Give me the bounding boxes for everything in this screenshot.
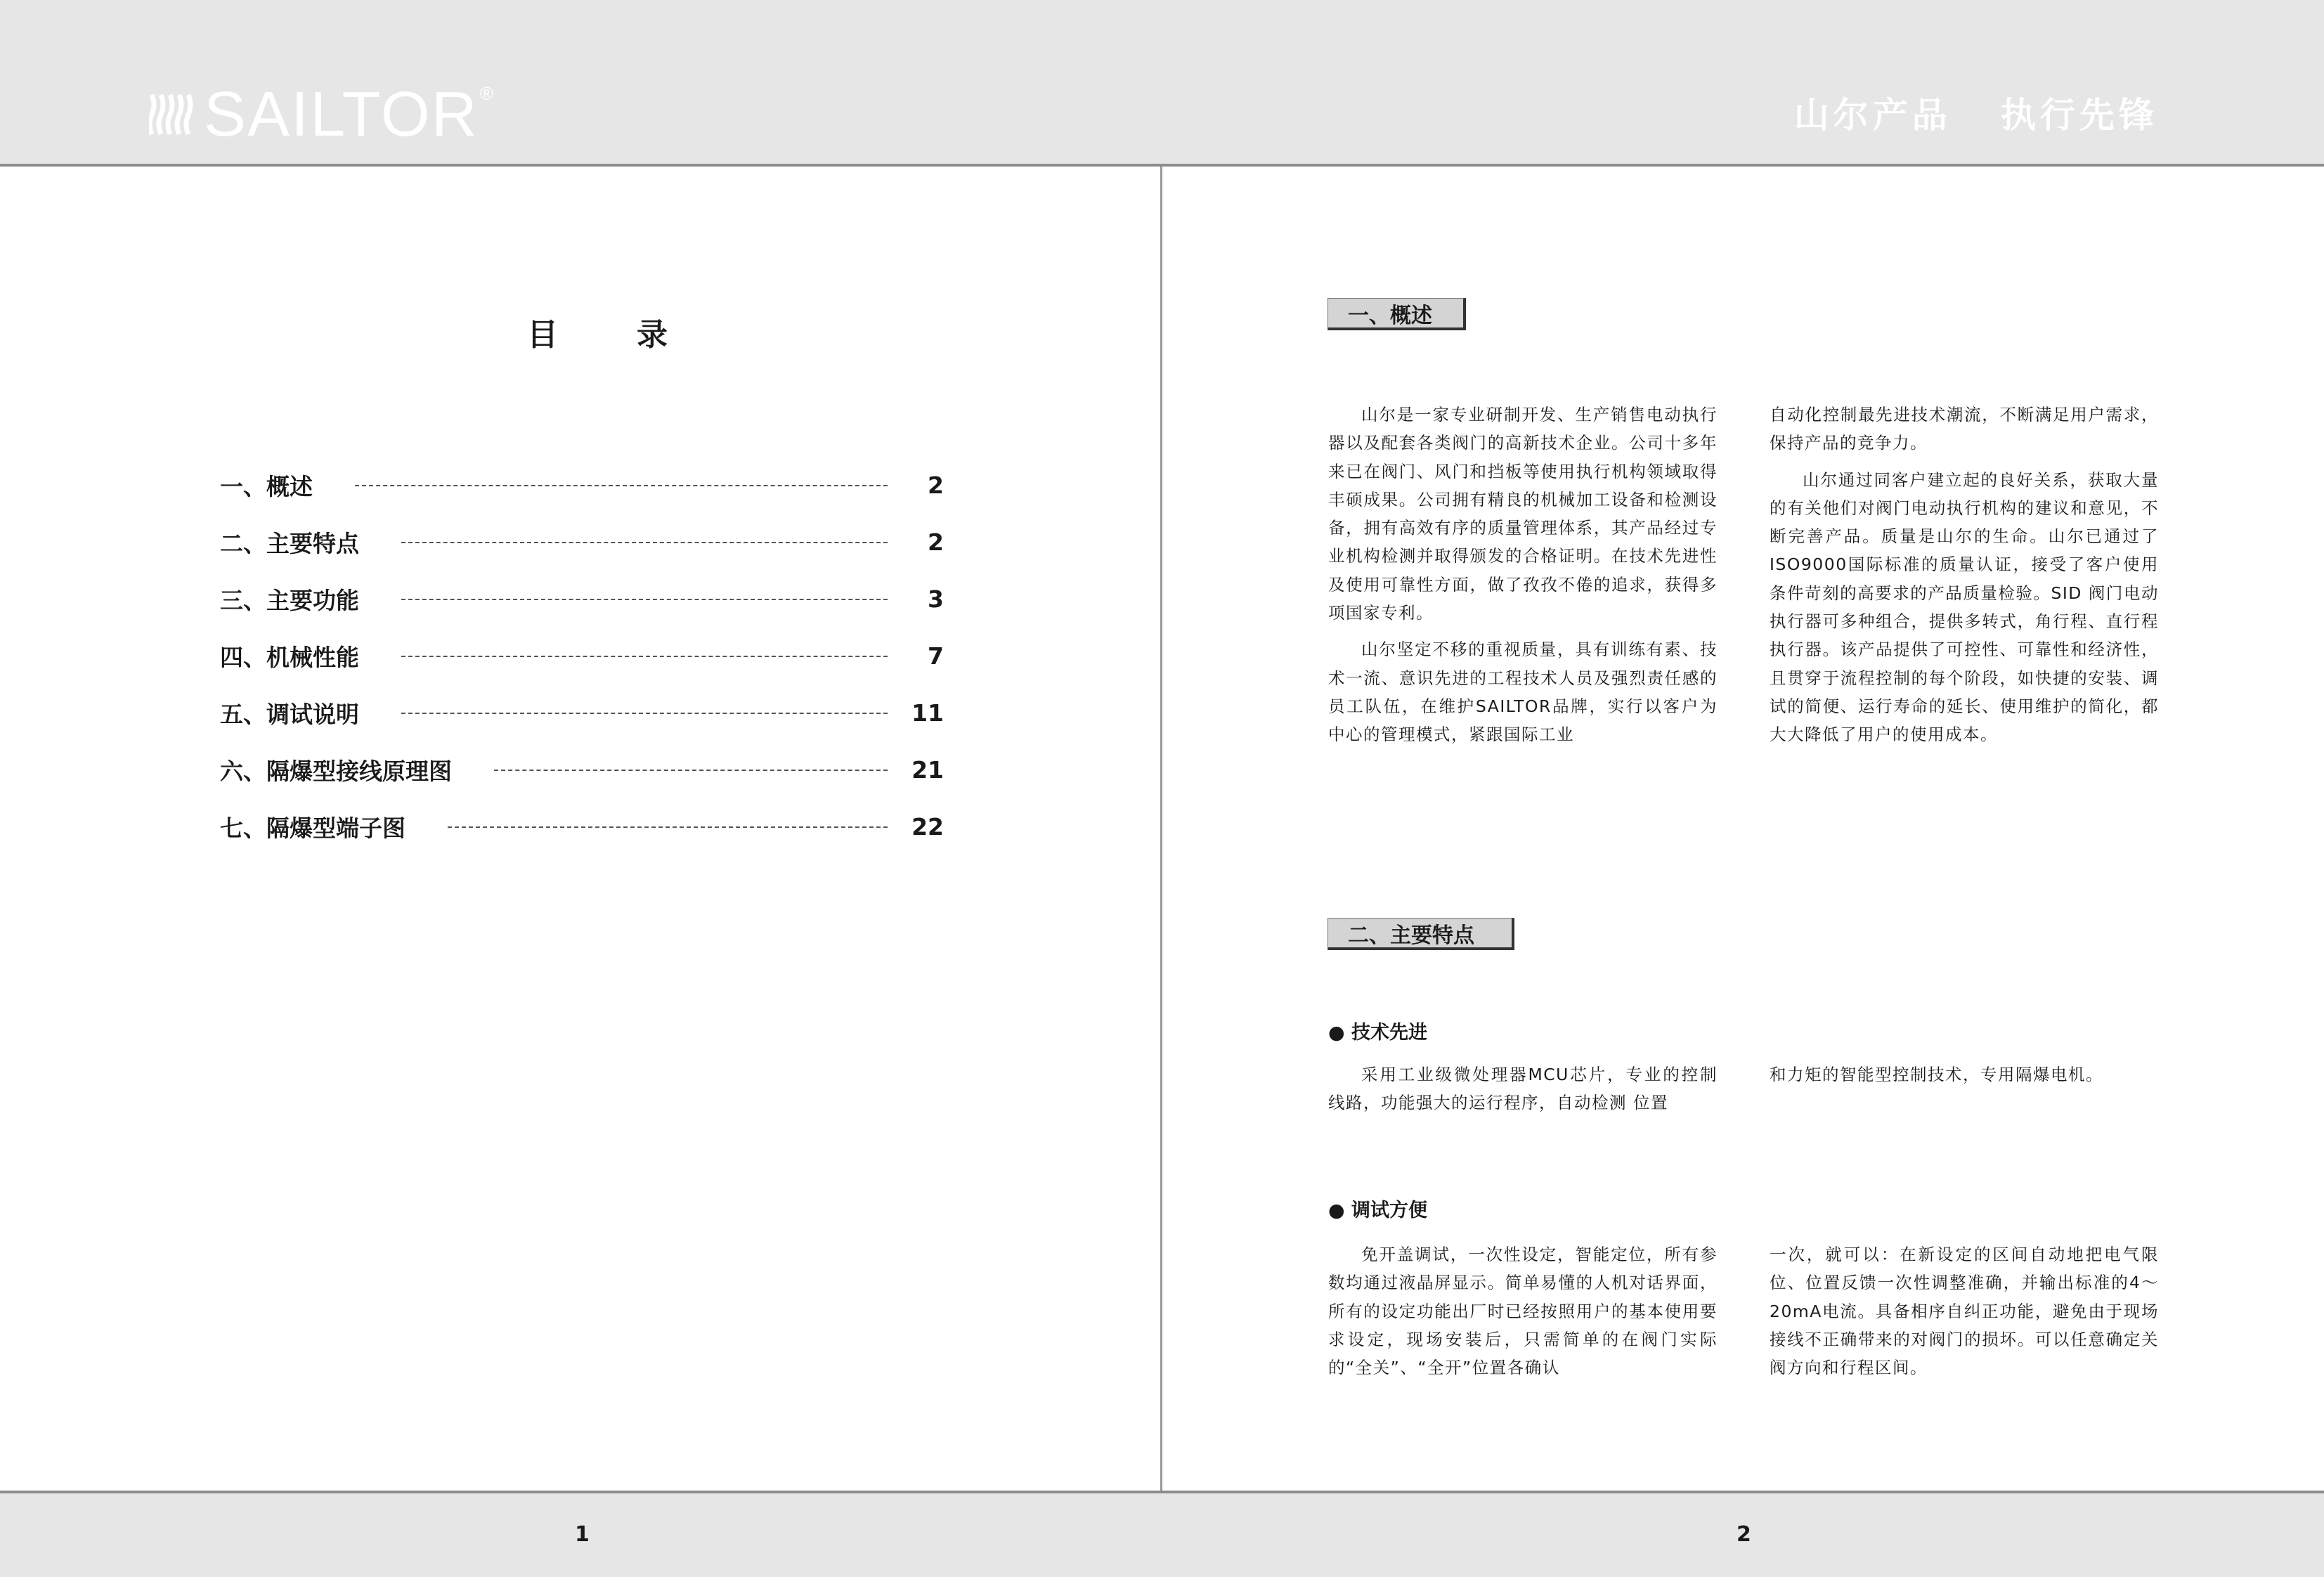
footer-band [0,1491,2324,1577]
toc-entry[interactable] [220,684,944,741]
toc-entry-page: 2 [928,528,944,556]
toc-entry-label: 二、主要特点 [220,530,359,557]
toc-entry[interactable] [220,514,944,571]
toc-entry[interactable] [220,571,944,628]
toc-entry-label: 六、隔爆型接线原理图 [220,758,452,785]
brand-name: SAILTOR [204,79,479,150]
overview-paragraph: 山尔是一家专业研制开发、生产销售电动执行器以及配套各类阀门的高新技术企业。公司十多年来已在阀门、风门和挡板等使用执行机构领域取得丰硕成果。公司拥有精良的机械加工设备和检测设备，拥有高效有序的质量管理体系，其产品经过专业机构检测并取得颁发的合格证明。在技术先进性及使用可靠性方面，做了孜孜不倦的追求，获得多项国家专利。 [1328,405,1718,623]
overview-paragraph: 自动化控制最先进技术潮流，不断满足用户需求，保持产品的竞争力。 [1770,405,2159,453]
overview-column-1 [1328,401,1718,758]
feature-title: ● 调试方便 [1328,1200,1427,1221]
feature-text-column-2 [1770,1240,2159,1390]
toc-leader [448,826,888,828]
registered-mark: ® [479,83,493,104]
overview-column-2 [1770,401,2159,758]
toc-entry-label: 七、隔爆型端子图 [220,815,405,842]
feature-title: ● 技术先进 [1328,1022,1427,1044]
section-heading-features: 二、主要特点 [1327,918,1514,950]
toc-leader [401,713,888,714]
toc-entry-label: 四、机械性能 [220,644,359,671]
toc-entry[interactable] [220,628,944,684]
toc-leader [401,542,888,543]
toc-leader [355,485,888,486]
toc-entry[interactable] [220,798,944,855]
toc-entry-page: 22 [911,813,944,841]
sailtor-logo-icon [149,91,194,138]
feature-text-column-1 [1328,1240,1718,1390]
toc-entry[interactable] [220,741,944,798]
toc-entry-page: 7 [928,642,944,670]
header-slogan: 山尔产品 执行先锋 [1793,95,2158,136]
toc-title-char: 录 [637,317,668,353]
toc-entry-page: 11 [911,699,944,727]
toc-entry-page: 2 [928,472,944,499]
page-divider [1160,167,1162,1491]
toc-entry-label: 三、主要功能 [220,587,359,614]
toc-entry-page: 3 [928,585,944,613]
overview-paragraph: 山尔通过同客户建立起的良好关系，获取大量的有关他们对阀门电动执行机构的建议和意见，不断完善产品。质量是山尔的生命。山尔已通过了ISO9000国际标准的质量认证，接受了客户使用条件苛刻的高要求的产品质量检验。SID 阀门电动执行器可多种组合，提供多转式，角行程、直行程执行器。该产品提供了可控性、可靠性和经济性，且贯穿于流程控制的每个阶段，如快捷的安装、调试的简便、运行寿命的延长、使用维护的简化，都大大降低了用户的使用成本。 [1770,469,2159,745]
feature-paragraph: 和力矩的智能型控制技术，专用隔爆电机。 [1770,1065,2103,1084]
toc-leader [401,599,888,600]
overview-paragraph: 山尔坚定不移的重视质量，具有训练有素、技术一流、意识先进的工程技术人员及强烈责任感的员工队伍，在维护SAILTOR品牌，实行以客户为中心的管理模式，紧跟国际工业 [1328,640,1718,745]
table-of-contents [220,457,944,855]
page-number-left: 1 [575,1522,590,1547]
toc-leader [401,656,888,657]
section-heading-overview: 一、概述 [1327,298,1466,330]
feature-paragraph: 一次，就可以：在新设定的区间自动地把电气限位、位置反馈一次性调整准确，并输出标准的4～20mA电流。具备相序自纠正功能，避免由于现场接线不正确带来的对阀门的损坏。可以任意确定关阀方向和行程区间。 [1770,1245,2159,1378]
toc-leader [494,770,888,771]
toc-entry-page: 21 [911,756,944,784]
page-number-right: 2 [1736,1522,1751,1547]
feature-paragraph: 采用工业级微处理器MCU芯片，专业的控制线路，功能强大的运行程序，自动检测 位置 [1328,1065,1718,1113]
feature-text-column-1 [1328,1060,1718,1126]
toc-entry-label: 五、调试说明 [220,701,359,728]
feature-paragraph: 免开盖调试，一次性设定，智能定位，所有参数均通过液晶屏显示。简单易懂的人机对话界面，所有的设定功能出厂时已经按照用户的基本使用要求设定，现场安装后，只需简单的在阀门实际的“全关”、“全开”位置各确认 [1328,1245,1718,1378]
feature-text-column-2 [1770,1060,2159,1097]
brand-logo [149,79,493,150]
toc-title-char: 目 [527,317,558,353]
toc-entry-label: 一、概述 [220,473,313,500]
toc-entry[interactable] [220,457,944,514]
toc-title [527,309,668,354]
